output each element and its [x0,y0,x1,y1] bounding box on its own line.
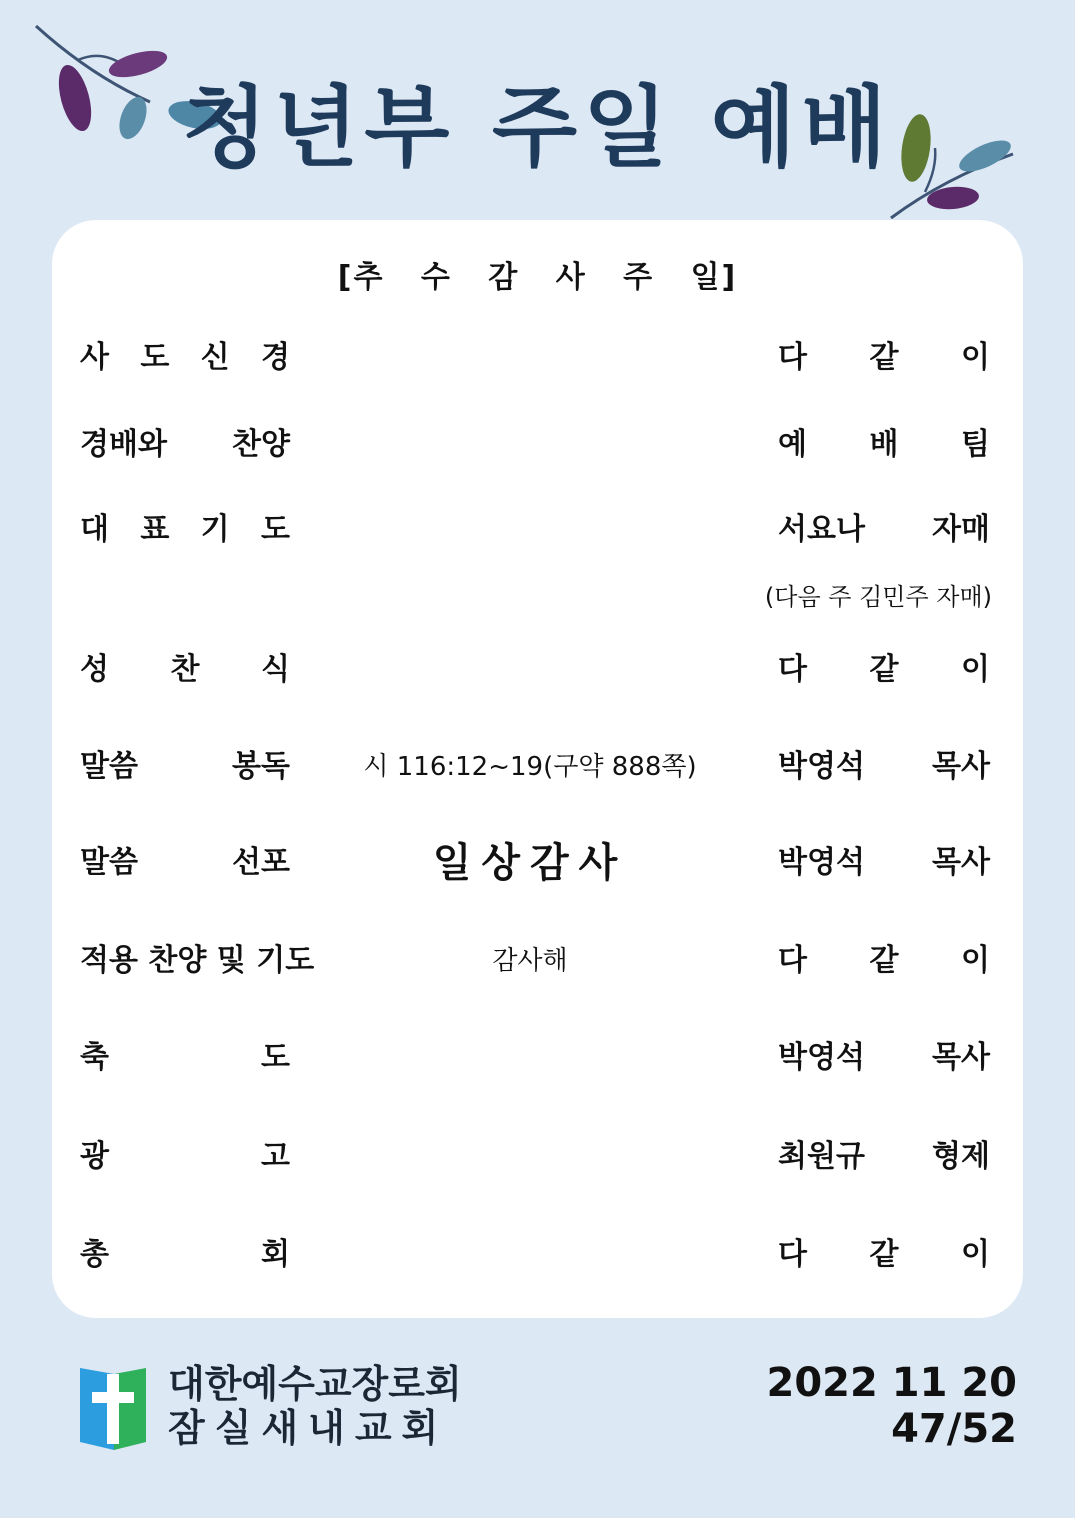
service-row [0,505,1075,555]
service-item-part: 말씀 [80,845,138,880]
service-leader-part: 박영석 [778,749,865,784]
service-item [80,742,290,792]
service-leader [778,1132,990,1182]
church-name [168,1362,462,1450]
service-item [80,936,315,986]
service-leader-part: 이 [961,943,990,978]
service-leader-part: 다 [778,1237,807,1272]
service-row [0,1033,1075,1083]
service-item-part: 도 [260,512,290,547]
service-item-part: 적용 찬양 및 기도 [80,943,315,978]
service-item [80,1132,290,1182]
service-leader [778,333,990,383]
service-detail: 일상감사 [432,840,628,886]
denomination-name: 대한예수교장로회 [168,1362,462,1406]
service-row [0,1230,1075,1280]
service-leader-part: 이 [961,1237,990,1272]
service-row [0,1132,1075,1182]
service-leader-part: 다 [778,652,807,687]
church-cross-logo-icon [80,1362,148,1456]
service-leader [778,838,990,888]
service-item-part: 선포 [232,845,290,880]
service-leader-part: 배 [869,427,899,462]
service-item-part: 축 [80,1040,109,1075]
next-week-note: (다음 주 김민주 자매) [764,583,992,611]
service-leader-part: 이 [961,340,990,375]
service-leader-part: 같 [869,943,899,978]
service-item [80,1230,290,1280]
service-item-part: 식 [261,652,290,687]
page-title: 청년부 주일 예배 [182,76,893,179]
service-item-part: 성 [80,652,109,687]
service-item-part: 회 [261,1237,290,1272]
service-item-part: 도 [261,1040,290,1075]
service-item-part: 봉독 [232,749,290,784]
service-item [80,838,290,888]
service-item [80,645,290,695]
service-date: 2022 11 20 [766,1360,1017,1406]
service-item-part: 찬양 [232,427,290,462]
issue-info [766,1360,1017,1452]
service-row [0,936,1075,986]
service-leader-part: 같 [869,340,899,375]
service-leader [778,1230,990,1280]
service-leader-part: 팀 [961,427,990,462]
service-item-part: 말씀 [80,749,138,784]
service-item-part: 고 [261,1139,290,1174]
service-item-part: 찬 [170,652,200,687]
service-leader-part: 다 [778,943,807,978]
service-leader [778,505,990,555]
service-leader-part: 목사 [932,1040,990,1075]
service-item-part: 도 [140,340,170,375]
service-item-part: 총 [80,1237,109,1272]
service-leader-part: 같 [869,1237,899,1272]
service-leader-part: 다 [778,340,807,375]
service-item-part: 신 [200,340,230,375]
church-local-name: 잠실새내교회 [168,1406,449,1450]
service-item-part: 사 [80,340,109,375]
service-leader-part: 박영석 [778,845,865,880]
service-row [0,645,1075,695]
service-leader-part: 예 [778,427,807,462]
service-detail: 감사해 [492,946,568,976]
service-row [0,333,1075,383]
service-item-part: 기 [200,512,230,547]
service-detail: 시 116:12~19(구약 888쪽) [363,752,697,782]
service-item [80,333,290,383]
service-row [0,742,1075,792]
service-leader-part: 박영석 [778,1040,865,1075]
service-leader [778,1033,990,1083]
service-item [80,505,290,555]
service-row [0,420,1075,470]
service-leader [778,645,990,695]
service-leader-part: 같 [869,652,899,687]
service-subtitle: [추 수 감 사 주 일] [337,260,738,295]
service-leader-part: 목사 [932,749,990,784]
service-item-part: 경배와 [80,427,167,462]
service-leader [778,936,990,986]
issue-number: 47/52 [891,1406,1017,1452]
service-item-part: 광 [80,1139,109,1174]
service-leader-part: 형제 [932,1139,990,1174]
service-item-part: 표 [140,512,170,547]
service-leader-part: 목사 [932,845,990,880]
service-leader [778,742,990,792]
service-item [80,1033,290,1083]
service-item [80,420,290,470]
service-leader-part: 자매 [932,512,990,547]
service-leader-part: 이 [961,652,990,687]
service-row [0,838,1075,888]
service-item-part: 대 [80,512,109,547]
service-leader-part: 서요나 [778,512,865,547]
service-leader [778,420,990,470]
service-leader-part: 최원규 [778,1139,865,1174]
service-item-part: 경 [260,340,290,375]
